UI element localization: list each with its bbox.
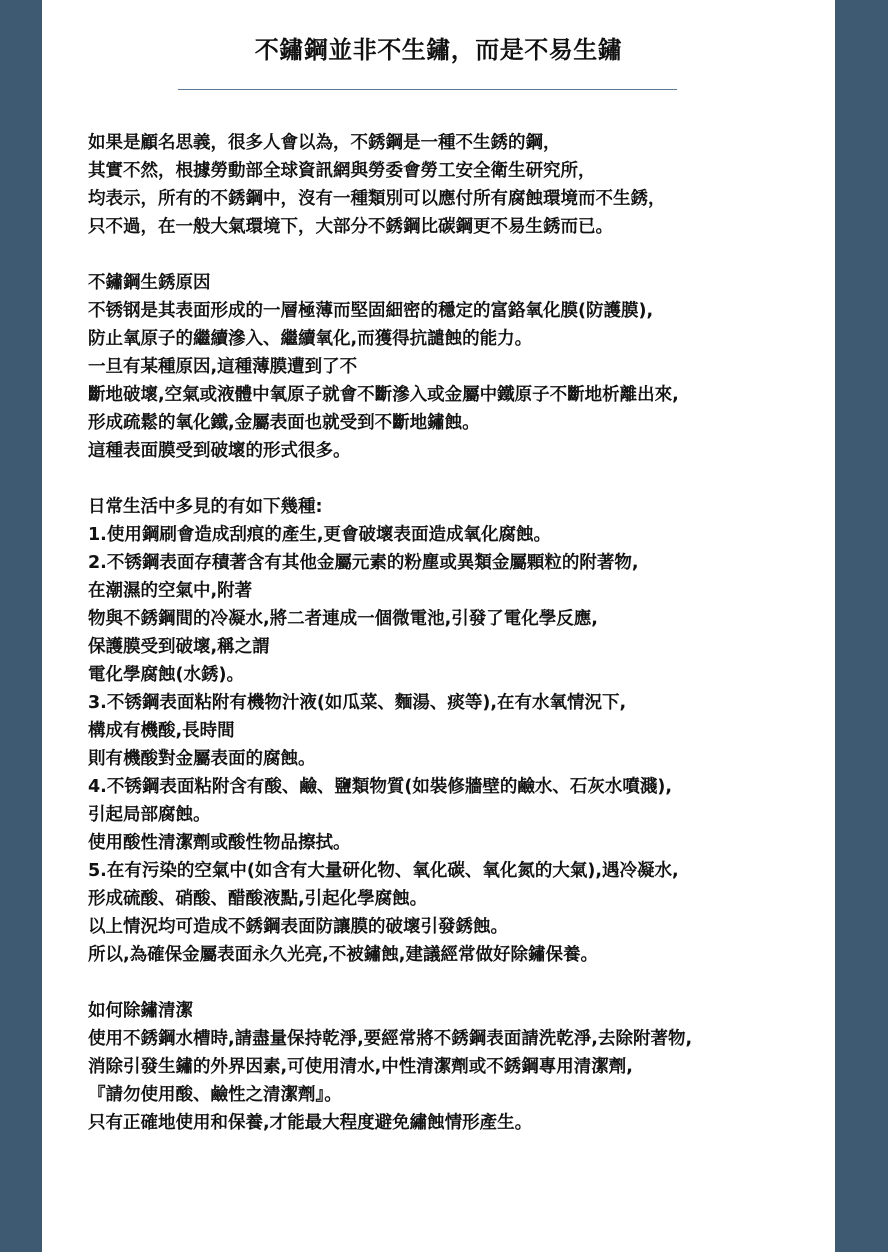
text-line: 只有正確地使用和保養,才能最大程度避免繡蝕情形產生。 [88,1113,533,1133]
text-line: 引起局部腐蝕。 [88,805,211,825]
text-line: 4.不锈鋼表面粘附含有酸、鹼、鹽類物質(如裝修牆壁的鹼水、石灰水噴濺), [88,777,672,797]
text-line: 則有機酸對金屬表面的腐蝕。 [88,749,316,769]
page-title: 不鏽鋼並非不生鏽，而是不易生鏽 [254,36,623,64]
text-line: 斷地破壞,空氣或液體中氧原子就會不斷滲入或金屬中鐵原子不斷地析離出來, [88,385,679,405]
text-line: 消除引發生鏽的外界因素,可使用清水,中性清潔劑或不銹鋼專用清潔劑, [88,1057,633,1077]
text-line: 『請勿使用酸、鹼性之清潔劑』。 [88,1085,342,1105]
text-line: 所以,為確保金屬表面永久光亮,不被鏽蝕,建議經常做好除鏽保養。 [88,945,598,965]
text-line: 使用酸性清潔劑或酸性物品擦拭。 [88,833,351,853]
text-line: 這種表面膜受到破壞的形式很多。 [88,441,351,461]
text-line: 不鏽鋼生銹原因 [88,273,211,293]
text-line: 使用不銹鋼水槽時,請盡量保持乾淨,要經常將不銹鋼表面請洗乾淨,去除附著物, [88,1029,693,1049]
text-line: 不锈钢是其表面形成的一層極薄而堅固細密的穩定的富鉻氧化膜(防護膜), [88,301,654,321]
document-body [88,129,828,1137]
text-line: 日常生活中多見的有如下幾種: [88,497,323,517]
text-line: 只不過，在一般大氣環境下，大部分不銹鋼比碳鋼更不易生銹而已。 [88,217,613,237]
text-line: 構成有機酸,長時間 [88,721,235,741]
section-spacer [88,241,828,269]
text-line: 形成硫酸、硝酸、醋酸液點,引起化學腐蝕。 [88,889,428,909]
text-line: 其實不然，根據勞動部全球資訊網與勞委會勞工安全衛生研究所， [88,161,596,181]
text-line: 5.在有污染的空氣中(如含有大量研化物、氧化碳、氧化氮的大氣),遇冷凝水, [88,861,679,881]
text-line: 在潮濕的空氣中,附著 [88,581,253,601]
text-line: 如果是顧名思義，很多人會以為，不銹鋼是一種不生銹的鋼， [88,133,561,153]
text-line: 均表示，所有的不銹鋼中，沒有一種類別可以應付所有腐蝕環境而不生銹， [88,189,666,209]
section-spacer [88,465,828,493]
text-line: 一旦有某種原因,這種薄膜遭到了不 [88,357,358,377]
text-line: 防止氧原子的繼續滲入、繼續氧化,而獲得抗譴蝕的能力。 [88,329,533,349]
text-line: 以上情況均可造成不銹鋼表面防讓膜的破壞引發銹蝕。 [88,917,508,937]
text-line: 3.不锈鋼表面粘附有機物汁液(如瓜菜、麵湯、痰等),在有水氧情況下, [88,693,627,713]
text-line: 2.不锈鋼表面存積著含有其他金屬元素的粉塵或異類金屬顆粒的附著物, [88,553,639,573]
text-line: 形成疏鬆的氧化鐵,金屬表面也就受到不斷地鏽蝕。 [88,413,480,433]
title-divider [178,89,677,90]
document-page [42,0,835,1252]
text-line: 如何除鏽清潔 [88,1001,193,1021]
text-line: 保護膜受到破壞,稱之謂 [88,637,270,657]
text-line: 1.使用鋼刷會造成刮痕的產生,更會破壞表面造成氧化腐蝕。 [88,525,551,545]
section-spacer [88,969,828,997]
text-line: 物與不銹鋼間的冷凝水,將二者連成一個微電池,引發了電化學反應, [88,609,598,629]
text-line: 電化學腐蝕(水銹)。 [88,665,244,685]
